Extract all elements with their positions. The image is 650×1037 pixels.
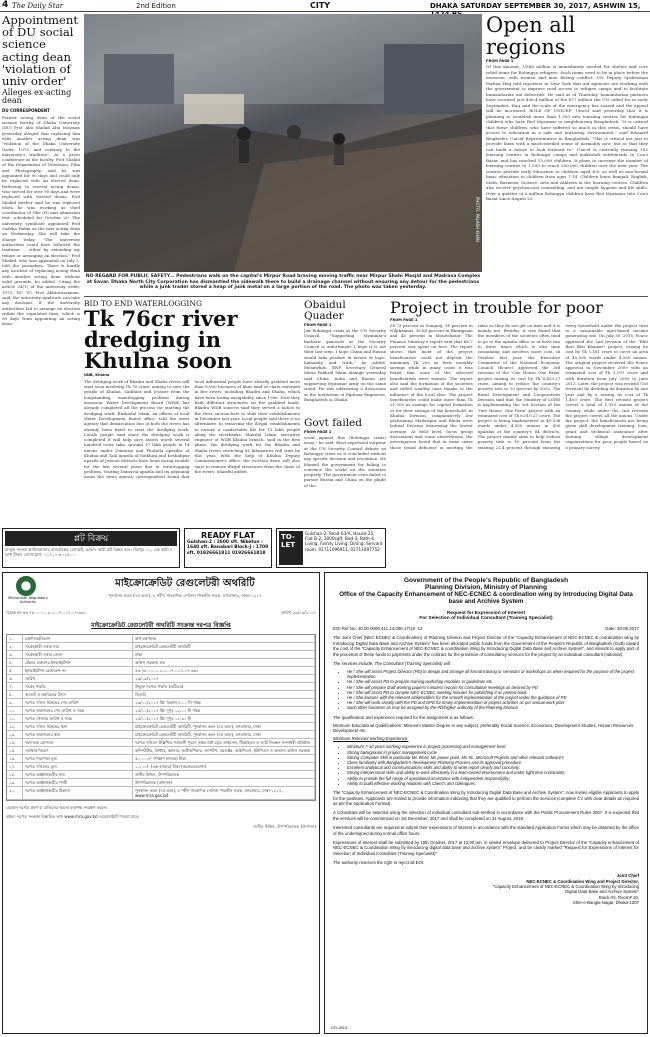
govt-ad-para-4: Interested consultants are required to submit their expressions of interest in accordance with the standard Application Forms which may be obtained by the office of the undersigned during normal office hours. (333, 825, 639, 836)
govt-ad-eoi-ref: EOI Ref No: 20.00.0000.411.14.006.17/18 -13 (333, 626, 423, 632)
govt-ad-sig-3: "Capacity Enhancement of NEC-ECNEC & Coordination Wing by Introducing Digital Data Base and Archive System" (492, 883, 639, 895)
table-row (7, 707, 315, 715)
table-row (7, 683, 315, 691)
left-story (2, 14, 80, 512)
table-row (7, 691, 315, 699)
ready-flat-title: READY FLAT (200, 531, 256, 540)
table-row (7, 643, 315, 651)
govt-body: vocal against this (Rohingya crisis) issue," he said. Rizvi expressed surprise at the UN Security Council debate on Rohingya crisis as it concluded without any specific decision and resolution. He blamed the government for failing to convince the world on the situation properly. The government even failed to pursue Russia and China on the plight of the. (304, 435, 386, 488)
table-cell: ৫. (7, 667, 23, 674)
plot-sale-body: রাজুক সংলগ্ন আমিনবাজার রাজউকের মেগাপ্লট, ৩/৫/৭ কাঠা প্লট বিক্রয় হবে। মিরপুর ১০, এক কাঠা ৮ লাখ টাকা। যোগাযোগ: ০১৭১১-৫০২৫০০ (5, 547, 173, 558)
table-cell: দরপত্র জমাদানের শেষ তারিখ ও সময় (23, 707, 133, 714)
mra-logo (6, 576, 50, 604)
obaidul-body: Jan Rohingya crisis at the UN Security Council. "Supporting Myanmar's barbaric genocide at the Security Council is unfortunate. I hope it is not their last step. I hope China and Russia would take positive in favour of logic, humanity and truth," he added. Meanwhile, BNP Secretary General Mirza Fakhrul Islam Alamgir yesterday said China, India and Russia are supporting Myanmar army on the same stand. He was addressing a discussion at the Institution of Diploma Engineers, Bangladesh in Dhaka. (304, 328, 386, 402)
table-cell: দরপত্র দলিল বিক্রয়ের শেষ তারিখ (23, 699, 133, 706)
mra-tender-table (6, 634, 316, 801)
list-item: • Close familiarity with Bangladesh's development Planning Process and its approval procedure. (347, 760, 639, 765)
table-cell: মাইক্রোক্রেডিট রেগুলেটরী অথরিটি (133, 643, 315, 650)
to-let-title: TO-LET (279, 531, 303, 565)
mra-date: তারিখ ২৯/০৯/২০১৭ (281, 610, 316, 615)
table-row (7, 715, 315, 723)
table-cell: ৩. (7, 651, 23, 658)
govt-ad-gd-number: GD-2813 (331, 1025, 348, 1030)
mra-footer-note: যেকোন দরপত্র গ্রহণ বা বাতিলের ক্ষমতা কর্তৃপক্ষ সংরক্ষণ করেন। (6, 805, 108, 810)
govt-ad-signature-block (483, 873, 639, 905)
page-header (0, 0, 650, 12)
table-cell: ১৪. (7, 739, 23, 746)
list-item: • Ability to provide the full range of operational assistance with independent responsibility; (347, 776, 639, 781)
table-cell: ৪. (7, 659, 23, 666)
govt-ad-para-3: A Consultant will be selected using the selection of individual consultant sub-method in accordance with the Public Procurement Rules 2007. It is expected that the services will be commenced on 1st December, 2017 and shall be completed on 31 August, 2019. (333, 810, 639, 821)
table-cell: দরপত্র দলিল বিক্রয়ের স্থান (23, 723, 133, 730)
dredging-headline: Tk 76cr river dredging in Khulna soon (84, 305, 238, 373)
right-story-headline: Open all regions (486, 14, 576, 60)
news-photo (84, 14, 482, 272)
table-cell: মাইক্রোক্রেডিট রেগুলেটরী অথরিটি, পুনর্বাসন ভবন (৭ম তলা), মগবাজার, ঢাকা (133, 723, 315, 730)
list-item: • He / She liaisons with the relevant stakeholders for the smooth implementation of the project under the guidance of PD (347, 695, 639, 700)
list-item: • Strong background in project management cycle (347, 750, 639, 755)
table-row (7, 667, 315, 675)
table-cell: ২০. (7, 787, 23, 799)
govt-ad-request-sub: For Selection of Individual Consultant (Training Specialist) (419, 616, 553, 622)
table-cell: দরপত্র জমাদানের স্থান (23, 731, 133, 738)
mra-notice-title: মাইক্রোক্রেডিট রেগুলেটরী অথরিটি সংক্রান্ত দরপত্র বিজ্ঞপ্তি (91, 622, 231, 629)
photo-scene-illustration (84, 14, 482, 272)
table-cell: দরপত্র দলিলের মূল্য (23, 763, 133, 770)
photo-credit: PHOTO: PALASH KHAN (475, 197, 480, 242)
table-cell: দরপত্র খোলার তারিখ ও সময় (23, 715, 133, 722)
dateline: DHAKA SATURDAY SEPTEMBER 30, 2017, ASHWIN 15, (430, 2, 641, 10)
table-row (7, 755, 315, 763)
poor-story (390, 300, 648, 526)
table-cell: দরপত্র নিরাপত্তা মূল্য (23, 755, 133, 762)
masthead: The Daily Star (12, 2, 64, 10)
list-item: • Strong Computer Skill in particular Ms Word, Ms power point, Ms-XL, Microsoft Projects and other relevant software's (347, 755, 639, 760)
table-cell: ইনভাইটেশন রেফারেন্স নং (23, 667, 133, 674)
table-cell: মাইক্রোক্রেডিট রেগুলেটরী অথরিটি, পুনর্বাসন ভবন (৭ম তলা), মগবাজার, ঢাকা (133, 731, 315, 738)
govt-ad-eoi-date: Date: 30.09.2017 (605, 626, 639, 632)
list-item: • Excellent analytical and communications skills and ability to write report clearly and concisely; (347, 765, 639, 770)
poor-headline: Project in trouble for poor (390, 300, 603, 317)
mra-memo: স্মারক নং-৫৩.৭৮.০০০০.২০১.০৭.০১৭.১৭-৩৩১ (6, 610, 87, 615)
table-cell: ৬. (7, 675, 23, 682)
govt-ad-para-5: Expressions of Interest shall be submitted by 19th October, 2017 at 12:00 pm, in sealed envelope delivered to Project Director of the "Capacity enhancement of NEC-ECNEC & Coordination Wing by introducing digital data base and archive system" Project, and be clearly marked "Request for Expressions of Interest for Selection of Individual Consultant (Training Specialist)" (333, 839, 639, 856)
table-cell: ৮. (7, 691, 23, 698)
photo-caption: NO REGARD FOR PUBLIC SAFETY... Pedestrians walk on the capital's Mirpur Road braving moving traffic near Mirpur Shahi Masjid and Madrasa Complex at Savar. Dhaka North City Corporation has dismantled the sidewalk there to build a drainage channel without ensuring any detour for the pedestrians while a junk trader stored a heap of junk metal on a large portion of the road. The photo was taken yesterday. (85, 274, 481, 291)
right-story-body: Of this amount, US$6 million is immediately needed for shelter and core relief items for Rohingya refugees. Such items need to be in place before the monsoon, with women and men fleeing conflict. UN Deputy Spokesman Farhan Haq told reporters in New York that aid agencies are working with the government to improve road access to refugee camps and to facilitate humanitarian aid deliveries. He said as of Thursday, humanitarian partners have received just $36.4 million of the $77 million the UN called for in early September. Haq said the scale of the emergency has soared and the appeal will be increased. ROLE OF UNICEF: Unicef said yesterday that it is planning to establish more than 1,300 new learning centres for Rohingya children who have fled Myanmar to neighbouring Bangladesh. "It is critical that these children, who have suffered so much in this crisis, should have access to education in a safe and nurturing environment," said Edouard Beigbeder, Unicef Representative in Bangladesh. "This is critical not just to provide them with a much-needed sense of normality now, but so that they can build a future to look forward to." Unicef is currently running 182 learning centres in Rohingya camps and makeshift settlements in Cox's Bazar, and has reached 15,000 children. It plans to increase the number of learning centres to 1,500 to reach 200,000 children over the next year. The centres provide early education to children aged 4-6, as well as non-formal basic education to children from ages 7-14. Children learn Bengali, English, Math, Burmese, Science, Arts and Athletes in the learning centres. Children also receive psychosocial counselling, and are taught hygiene and life skills. Over a quarter of a million Rohingya children have fled Myanmar into Cox's Bazar since August 25. (486, 64, 648, 202)
table-row (7, 787, 315, 800)
plot-sale-ad (2, 528, 180, 568)
list-item: • He / She will assist PD to prepare training workshop modules or guidelines etc. (347, 679, 639, 684)
table-cell: অর্থ মন্ত্রণালয় (133, 635, 315, 642)
left-story-body: Former acting dean of the social science faculty of Dhaka University (DU) Prof Abu Shahid Abu Mosman yesterday alleged that replacing him with another acting dean was "violation of the Dhaka University Order, 1973, and contrary to the university's tradition". At a press conference at the faculty, Prof Shahid of the Department of Television, Film and Photography, said he was appointed for 90 days and could only be replaced with an elected dean. Referring to several acting deans, who served for over 90 days and were replaced with elected deans, Prof Shahid further said he was replaced when he was working as chief coordinator of Ghe (H) unit admission test, scheduled for October 20. The university syndicate appointed Prof Sadeka Halim as the new acting dean on Wednesday. She will take the charge today. "The university authorities could have followed the tradition ... either by extending my tenure or arranging an election," Prof Shahid, who was appointed on July 2, told the journalists. There is hardly any incident of replacing acting dean with another acting dean without valid grounds, he added. Citing the article 24(1) of the university order, 1973, DU VC Prof Akhtaruzzaman, said, the university syndicate can take any decision, if the university authorities fail to arrange an election within the stipulated time, which is 90 days from appointing an acting dean. (2, 114, 80, 327)
table-cell: সংগ্রহ পদ্ধতি (23, 683, 133, 690)
table-row (7, 779, 315, 787)
govt-ad-title-1: Government of the People's Republic of Bangladesh (403, 577, 569, 584)
table-cell: উন্মুক্ত দরপত্র পদ্ধতি (ওটিএম) (133, 683, 315, 690)
table-cell: ২. (7, 643, 23, 650)
table-row (7, 699, 315, 707)
table-row (7, 659, 315, 667)
table-cell: দরপত্র দলিলে উল্লিখিত শর্তাবলী পূরণে সক্ষম বৈধ ট্রেড লাইসেন্স, টিআইএন ও ভ্যাট নিবন্ধন সনদধারী প্রতিষ্ঠান (133, 739, 315, 746)
govt-ad-sig-1: Joint Chief (616, 873, 639, 879)
right-story (486, 14, 648, 296)
ready-flat-body: Gulshan-2 : 2600 sft. Niketon : 1640 sft. Banabari Block-J : 1700 sft. 01926661811 01926661818 (187, 540, 269, 556)
govt-ad-title-3: Office of the Capacity Enhancement of NEC-ECNEC & coordination wing by Introducing Digital Data base and Archive System (339, 591, 633, 606)
edition: 2nd Edition (136, 2, 176, 10)
page-number: 4 (2, 0, 9, 10)
list-item: • Strong interpersonal skills and ability to work effectively in a team-based environment and under tight time constraints; (347, 770, 639, 775)
table-cell: সংগ্রহকারী সত্তার জেলা (23, 651, 133, 658)
list-item: • He / She will work closely with the PD and DPD for timely implementation of project activities as per annual work plan (347, 700, 639, 705)
govt-ad-request-title: Request for Expression of Interest (446, 611, 526, 617)
table-cell: ১৮. (7, 771, 23, 778)
table-cell: ১২. (7, 723, 23, 730)
govt-eoi-ad (324, 572, 648, 1034)
table-row (7, 651, 315, 659)
govt-ad-intro: The Joint Chief (NEC-ECNEC & Coordination) of Planning Division and Project Director of the "Capacity Enhancement of NEC-ECNEC & coordination wing by Introducing Digital Data Base and Archive System" has been allocated public funds from the Government of the People's Republic of Bangladesh (GoB) toward the cost of the "Capacity Enhancement of NEC-ECNEC & coordination Wing by Introducing Digital Data Base and Archive System", and intends to apply part of the proceeds of these funds to payments under the contract for the provision of consultancy services for the project by an individual consultant (national). (333, 635, 639, 657)
obaidul-headline: Obaidul Quader (304, 300, 346, 323)
table-cell: জিওবি (133, 691, 315, 698)
list-item: • He / She will prepare draft working papers/ minutes/ reports for consultative meetings as desired by PD (347, 685, 639, 690)
table-cell: ৫৩.৭৮.০০০০.২০১.০৭.০১৭.১৭-৩৩১ (133, 667, 315, 674)
govt-ad-para-2: The "Capacity Enhancement of NEC-ECNEC & Coordination Wing by Introducing Digital Data Base and Archive System", now invites eligible Applicants to apply for the positions. Applicants are invited to provide information indicating that they are qualified to perform the services (complete CV with clear details as required as per the Application Format). (333, 790, 639, 806)
list-item: • Ability to build effective working relations with Client's and colleagues. (347, 781, 639, 786)
list-item: • He / She will assist PD to compile NEC-ECNEC meeting minutes for publishing it as printed book. (347, 690, 639, 695)
table-cell: ১১. (7, 715, 23, 722)
govt-headline: Govt failed (304, 418, 362, 429)
table-cell: অফিস সরঞ্জাম ক্রয় (133, 659, 315, 666)
left-story-headline: Appointment of DU social science acting dean 'violation of univ order' (2, 14, 79, 88)
govt-ad-para-6: The authority reserves the right to reject all EOI. (333, 860, 425, 866)
table-cell: ১০. (7, 707, 23, 714)
table-cell: জসীম উদ্দিন, উপপরিচালক (133, 771, 315, 778)
table-cell: দরপত্র আহ্বানকারীর পদবী (23, 779, 133, 786)
table-row (7, 635, 315, 643)
table-cell: তারিখ (23, 675, 133, 682)
obaidul-dateline: FROM PAGE 1 (304, 323, 332, 328)
table-cell: ২৩/১০/২০১৭ খ্রি: বিকাল ৪.০০ টা পর্যন্ত (133, 699, 315, 706)
mra-tender-ad (2, 572, 320, 1034)
table-cell: ঢাকা (133, 651, 315, 658)
list-item: • He / She will assist Project Director (PD) to design and arrange all formal training or seminars or workshops as when required for the purpose of the project implementation. (347, 669, 639, 679)
list-item: • Minimum 7-10 years working experience in project processing and management level. (347, 744, 639, 749)
poor-body: 58.73 percent in Sunganj, 58 percent in Nilphamari, 39.84 percent in Bhurigram and 45 percent in Moulvibazar. The Finance Ministry's report said that 68.7 percent was spent on fees. The report shows that most of the project beneficiaries could not deposit the minimum Tk 200 as their monthly savings while in many cases it was found that none of the selected beneficiaries were women. The report also said the formation of the societies and called wealthy ones thanks to the influence of the local elite. The project beneficiaries could make more than Tk 21,000 as savings for capital formation or for their savings of the household. In Khulna Division, comparatively low performing Madaripur and Bhola were behind Division witnessing the lowest average. At field level, focus group discussions and some observations, the investigators found that in some cases those found deficient in meeting the rules as they do not get on time and it is mainly not. Besides, it was found that the members of the societies often tend to go to the upazila office or at least two to three times which is also time consuming and involves more cost. In October last year, the Executive Committee of the National Economic Council (Ecnec) approved the 3rd revision of the 'One House One Farm' project raising its cost by Tk 6,413.27 crore, aiming to reduce the country's poverty rate to 10 percent by 2020. The Rural Development and Cooperatives Division said that the Ministry of LGRD is implementing the 3rd Section of the 'One House, One Farm' project with an estimated cost of Tk 8,010.27 crore. The project is being implemented at 40,536 wards under 4,550 unions in 490 upazilas of the country's 64 districts. The project mainly aims to help reduce poverty rate to 10 percent from the existing 22.4 percent through ensuring every household under the project turn to a sustainable agro-based income generating one. On July 30, 2015, Ecnec approved the 2nd revision of the "Ekti Bari Ekti Khamar" project, raising its cost by Tk 3,161 crore to cover an area of 40,536 wards under 4,550 unions. The original project received the Ecnec approval in November 2009 with an estimated cost of Tk 1,197 crore and with duration from July 2009 to June 2013. Later, the project was revised (1st revision) by doubling its duration by one year and by a raising its cost of Tk 1,493 crore. The first revised project covers a total of 1,933 unions of the country while under the 2nd revision the project covers all the unions. Under the project, the beneficiaries are being given skill development training, loan, grant and technical assistance after forming village development organisations for poor people based on a primary survey. (390, 322, 648, 450)
mra-title: মাইক্রোক্রেডিট রেগুলেটরী অথরিটি (115, 578, 255, 589)
table-cell: দরপত্র আহ্বানকারীর নাম (23, 771, 133, 778)
table-cell: ১৯. (7, 779, 23, 786)
table-cell: ৯. (7, 699, 23, 706)
table-cell: পুনর্বাসন ভবন (৭ম তলা), ৮ শহীদ সাংবাদিক সেলিনা পারভীন সড়ক, মগবাজার, ঢাকা-১২১৭, www.mra.gov.bd (133, 787, 315, 799)
mra-org-english: Microcredit Regulatory Authority (8, 596, 48, 604)
table-cell: ১,০০০/- (এক হাজার) টাকা (অফেরতযোগ্য) (133, 763, 315, 770)
govt-ad-services-line: The services include: The Consultant (Training Specialist) will: (333, 661, 451, 667)
ready-flat-ad (184, 528, 272, 568)
dredging-story (84, 300, 300, 526)
table-cell: বাজেট ও তহবিলের উৎস (23, 691, 133, 698)
table-cell: সংক্ষিপ্ত বিবরণ (23, 747, 133, 754)
to-let-ad (276, 528, 386, 568)
table-row (7, 731, 315, 739)
plot-sale-title: প্লট বিক্রয় (5, 531, 177, 546)
horizontal-rule (84, 296, 648, 297)
table-cell: ১৫. (7, 747, 23, 754)
list-item: • Such other functions as may be assigned by the PD/higher authority of the Planning Division (347, 705, 639, 710)
table-cell: ৭. (7, 683, 23, 690)
table-row (7, 675, 315, 683)
table-cell: ১৬. (7, 755, 23, 762)
table-cell: সংগ্রহকারী সত্তার নাম (23, 643, 133, 650)
left-story-byline: DU CORRESPONDENT (2, 107, 50, 113)
table-row (7, 739, 315, 747)
section-label: CITY (310, 1, 331, 10)
govt-dateline: FROM PAGE 1 (304, 430, 332, 435)
table-cell: দরদাতার যোগ্যতা (23, 739, 133, 746)
mra-signature: জসীম উদ্দিন, উপপরিচালক (প্রশাসন) (253, 824, 316, 829)
govt-ad-title-2: Planning Division, Ministry of Planning (425, 584, 547, 591)
table-cell: টেন্ডার প্রকাশের ইনভাইটেশন (23, 659, 133, 666)
govt-ad-qualification-line: The qualification and experience required for the assignment is as follows: (333, 714, 474, 720)
obaidul-story (304, 300, 386, 418)
table-cell: দরপত্র আহ্বানকারীর ঠিকানা (23, 787, 133, 799)
mra-bottom-note: দ্রষ্টব্য: দরপত্র সংক্রান্ত বিস্তারিত তথ্য www.mra.gov.bd ওয়েবসাইটে পাওয়া যাবে। (6, 814, 140, 819)
table-cell: ২৪/১০/২০১৭ খ্রি: দুপুর ১২.০০ টা পর্যন্ত (133, 707, 315, 714)
govt-ad-experience-list (347, 744, 639, 786)
dredging-byline: UNB, Khulna (84, 372, 110, 377)
govt-ad-min-qualification: Minimum Educational Qualifications: Minimum Master Degree in any subject, preferably Social Science, Economics, Development Studies, Human Resources Development etc. (333, 722, 634, 734)
poor-dateline: FROM PAGE 1 (390, 317, 418, 322)
govt-ad-duties-list (347, 669, 639, 711)
right-story-dateline: FROM PAGE 1 (486, 59, 514, 64)
dredging-kicker: BID TO END WATERLOGGING (84, 300, 202, 308)
table-cell: কম্পিউটার, প্রিন্টার, স্ক্যানার, ফটোকপিয়ার, ল্যাপটপ, প্রজেক্টর, আইপিএস, ইউপিএস ও অন্যান্য অফিস সরঞ্জাম (133, 747, 315, 754)
table-cell: মন্ত্রণালয়/বিভাগ (23, 635, 133, 642)
govt-story (304, 418, 386, 526)
govt-ad-sig-4: Block-#2, Room# 10, (598, 894, 639, 900)
table-cell: উপপরিচালক (প্রশাসন) (133, 779, 315, 786)
table-row (7, 763, 315, 771)
mra-address: পুনর্বাসন ভবন (৭ম তলা), ৮ শহীদ সাংবাদিক সেলিনা পারভীন সড়ক, মগবাজার, ঢাকা-১২১৭ (108, 593, 262, 598)
govt-ad-sig-2: NEC-ECNEC & Coordination Wing and Project Director, (526, 878, 639, 884)
table-cell: ২৪/১০/২০১৭ খ্রি: দুপুর ১২.৩০ টা (133, 715, 315, 722)
table-cell: ১৩. (7, 731, 23, 738)
govt-ad-sig-5: Sher-e-Bangla Nagar, Dhaka-1207 (572, 900, 639, 906)
table-cell: ১৭. (7, 763, 23, 770)
table-cell: ১. (7, 635, 23, 642)
table-row (7, 771, 315, 779)
table-cell: ৫০,০০০/- (পঞ্চাশ হাজার) টাকা (133, 755, 315, 762)
table-row (7, 747, 315, 755)
left-story-deck: Alleges ex-acting dean (2, 88, 72, 106)
table-cell: ২৯/০৯/২০১৭ (133, 675, 315, 682)
to-let-body: Gulshan-2, Road-63/A, House-25, Flat B-2, 2000sqft. Bed-3, Bath-4, Living, Family Living, Dining, Servant room. 01711096911, 01711097752 (305, 531, 383, 552)
dredging-body: The dredging work of Bhadra and Shalta rivers will start soon involving Tk 76 crore, aiming to save the people of Khulna, Satkhira and Jessore from the longstanding waterlogging problem during monsoon. Water Development Board (WDB) has already completed all the process for starting the dredging work. Rashedul Islam, an officer of local Water Development Board office, told the news agency that demarcation line of both the rivers has already been fixed to start the dredging work. Locals people said since the dredging work is completed it will help save assets worth several hundred crore taka. Around 17 lakh people in 14 unions under Dumuria and Phultala upazilas of Khulna and Tala upazila of Satkhira and Keshabpur upazila of Jessore districts have been facing trouble for the last several years due to waterlogging problem. Visiting Dumuria upazila and its adjoining areas the news agency correspondent found that local influential people have already grabbed more than 8,000 hectares of khas land of chars emerged in five rivers, including Bhadra and Shalta, which have been losing navigability since 1986. Now they built different structures on the grabbed lands. Bhadra WDB sources said they served a notice to the river encroachers to shift their establishments in December last year. Local people said there is no alternative to removing the illegal establishments to ensure a comfortable life for 13 lakh people along the riverbanks. Shariful Islam, executive engineer of WDB Khulna branch, said in the first phase, the dredging work for the Bhadra and Shalta rivers stretching 81 kilometres will start by this year. With the help of Khulna Deputy Commissioner's office, the eviction drive will also start to remove illegal structures from the chars of the rivers, Shariful added. (84, 378, 300, 480)
table-row (7, 723, 315, 731)
govt-ad-experience-title: Minimum Relevant working Experience: (333, 736, 409, 742)
